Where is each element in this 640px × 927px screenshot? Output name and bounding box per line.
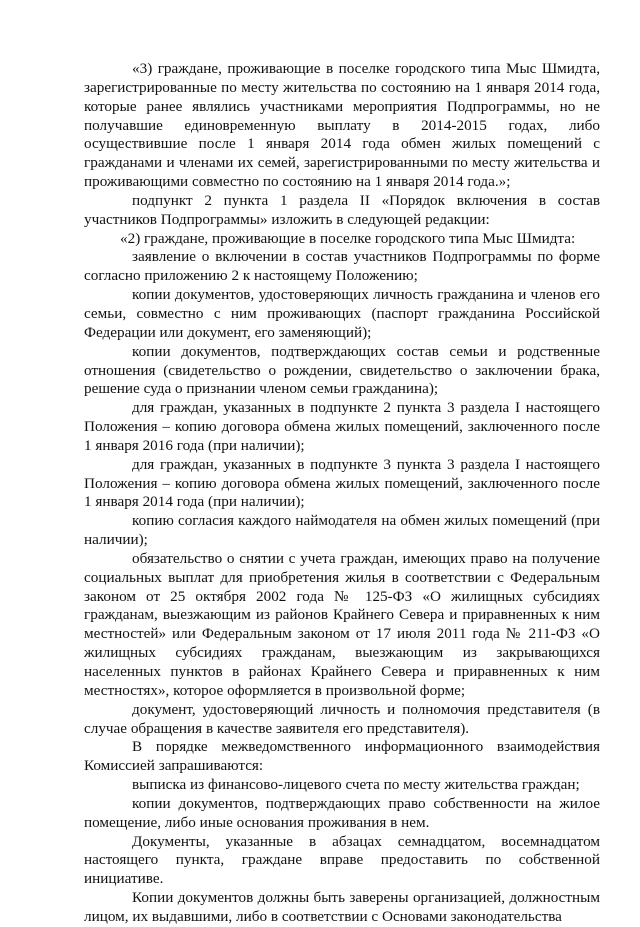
- paragraph: для граждан, указанных в подпункте 2 пункта 3 раздела I настоящего Положения – копию договора обмена жилых помещений, заключенного после 1 января 2016 года (при наличии);: [84, 399, 600, 454]
- paragraph: заявление о включении в состав участников Подпрограммы по форме согласно приложению 2 к настоящему Положению;: [84, 248, 600, 285]
- paragraph: «3) граждане, проживающие в поселке городского типа Мыс Шмидта, зарегистрированные по месту жительства по состоянию на 1 января 2014 года, которые ранее являлись участниками мероприятия Подпрограммы, но не получавшие единовременную выплату в 2014-2015 годах, либо осуществившие после 1 января 2014 года обмен жилых помещений с гражданами и членами их семей, зарегистрированными по месту жительства и проживающими совместно по состоянию на 1 января 2014 года.»;: [84, 60, 600, 191]
- paragraph: выписка из финансово-лицевого счета по месту жительства граждан;: [132, 776, 580, 794]
- paragraph: «2) граждане, проживающие в поселке городского типа Мыс Шмидта:: [120, 229, 576, 247]
- paragraph: копию согласия каждого наймодателя на обмен жилых помещений (при наличии);: [84, 512, 600, 549]
- paragraph: Документы, указанные в абзацах семнадцатом, восемнадцатом настоящего пункта, граждане вправе предоставить по собственной инициативе.: [84, 832, 600, 888]
- document-body: [84, 60, 600, 927]
- paragraph: копии документов, подтверждающих право собственности на жилое помещение, либо иные основания проживания в нем.: [84, 794, 600, 831]
- paragraph: подпункт 2 пункта 1 раздела II «Порядок включения в состав участников Подпрограммы» изложить в следующей редакции:: [84, 191, 600, 228]
- paragraph: для граждан, указанных в подпункте 3 пункта 3 раздела I настоящего Положения – копию договора обмена жилых помещений, заключенного после 1 января 2014 года (при наличии);: [84, 455, 600, 511]
- paragraph: обязательство о снятии с учета граждан, имеющих право на получение социальных выплат для приобретения жилья в соответствии с Федеральным законом от 25 октября 2002 года № 125-ФЗ «О жилищных субсидиях гражданам, выезжающим из районов Крайнего Севера и приравненных к ним местностей» или Федеральным законом от 17 июля 2011 года № 211-ФЗ «О жилищных субсидиях гражданам, выезжающим из закрывающихся населенных пунктов в районах Крайнего Севера и приравненных к ним местностях», которое оформляется в произвольной форме;: [84, 549, 600, 699]
- paragraph: В порядке межведомственного информационного взаимодействия Комиссией запрашиваются:: [84, 738, 600, 775]
- paragraph: копии документов, удостоверяющих личность гражданина и членов его семьи, совместно с ним проживающих (паспорт гражданина Российской Федерации или документ, его заменяющий);: [84, 286, 600, 341]
- paragraph: копии документов, подтверждающих состав семьи и родственные отношения (свидетельство о рождении, свидетельство о заключении брака, решение суда о признании членом семьи гражданина);: [84, 342, 600, 398]
- paragraph: Копии документов должны быть заверены организацией, должностным лицом, их выдавшими, либо в соответствии с Основами законодательства: [84, 889, 600, 925]
- paragraph: документ, удостоверяющий личность и полномочия представителя (в случае обращения в качестве заявителя его представителя).: [84, 700, 600, 737]
